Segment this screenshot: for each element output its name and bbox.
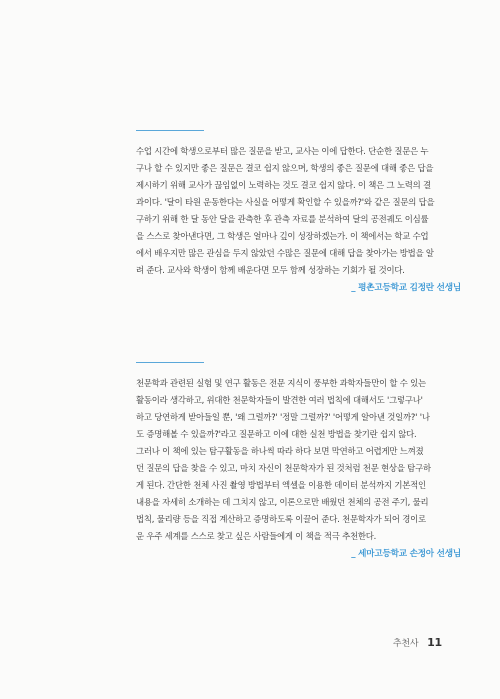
text-line: 에서 배우지만 많은 관심을 두지 않았던 수많은 질문에 대해 답을 찾아가는 방법을 알 [136, 248, 434, 258]
review-block-2 [136, 362, 461, 559]
text-line: 을 스스로 찾아낸다면, 그 학생은 얼마나 깊이 성장하겠는가. 이 책에서는 학교 수업 [136, 231, 429, 241]
text-line: 수업 시간에 학생으로부터 많은 질문을 받고, 교사는 이에 답한다. 단순한 질문은 누 [136, 146, 429, 156]
page-footer [393, 636, 442, 649]
text-line: 려 준다. 교사와 학생이 함께 배운다면 모두 함께 성장하는 기회가 될 것이다. [136, 265, 405, 275]
text-line: 던 질문의 답을 찾을 수 있고, 마치 자신이 천문학자가 된 것처럼 천문 현상을 탐구하 [136, 463, 431, 473]
text-line: 제시하기 위해 교사가 끊임없이 노력하는 것도 결코 쉽지 않다. 이 책은 그 노력의 결 [136, 180, 431, 190]
section-label: 추천사 [392, 639, 419, 649]
review-block-1 [136, 130, 461, 293]
text-line: 활동이라 생각하고, 위대한 천문학자들이 발견한 여러 법칙에 대해서도 '그렇구나' [136, 395, 423, 405]
text-line: 도 증명해볼 수 있을까?'라고 질문하고 이에 대한 실천 방법을 찾기란 쉽지 않다. [136, 429, 417, 439]
text-line: 천문학과 관련된 실험 및 연구 활동은 전문 지식이 풍부한 과학자들만이 할 수 있는 [136, 378, 426, 388]
text-line: 하고 당연하게 받아들일 뿐, '왜 그럴까?' '정말 그럴까?' '어떻게 알아낸 것일까?' '나 [136, 412, 430, 422]
section-rule [136, 362, 204, 363]
text-line: 운 우주 세계를 스스로 찾고 싶은 사람들에게 이 책을 적극 추천한다. [136, 531, 377, 541]
page-number: 11 [427, 636, 442, 649]
text-line: 법칙, 물리량 등을 직접 계산하고 증명하도록 이끌어 준다. 천문학자가 되어 경이로 [136, 514, 426, 524]
text-line: 게 된다. 간단한 천체 사진 촬영 방법부터 엑셀을 이용한 데이터 분석까지 기본적인 [136, 480, 426, 490]
text-line: 내용을 자세히 소개하는 데 그치지 않고, 이론으로만 배웠던 천체의 공전 주기, 물리 [136, 497, 429, 507]
text-line: 구나 할 수 있지만 좋은 질문은 결코 쉽지 않으며, 학생의 좋은 질문에 대해 좋은 답을 [136, 163, 434, 173]
text-line: 구하기 위해 한 달 동안 달을 관측한 후 관측 자료를 분석하여 달의 공전궤도 이심률 [136, 214, 429, 224]
review-text-2 [136, 375, 461, 545]
review-text-1 [136, 143, 461, 279]
section-rule [136, 130, 204, 131]
text-line: 과이다. '달이 타원 운동한다는 사실을 어떻게 확인할 수 있을까?'와 같은 질문의 답을 [136, 197, 435, 207]
review-signature-1: _ 평촌고등학교 김정란 선생님 [351, 283, 461, 293]
text-line: 그러나 이 책에 있는 탐구활동을 하나씩 따라 하다 보면 막연하고 어렵게만 느껴졌 [136, 446, 424, 456]
review-signature-2: _ 세마고등학교 손정아 선생님 [351, 549, 461, 559]
